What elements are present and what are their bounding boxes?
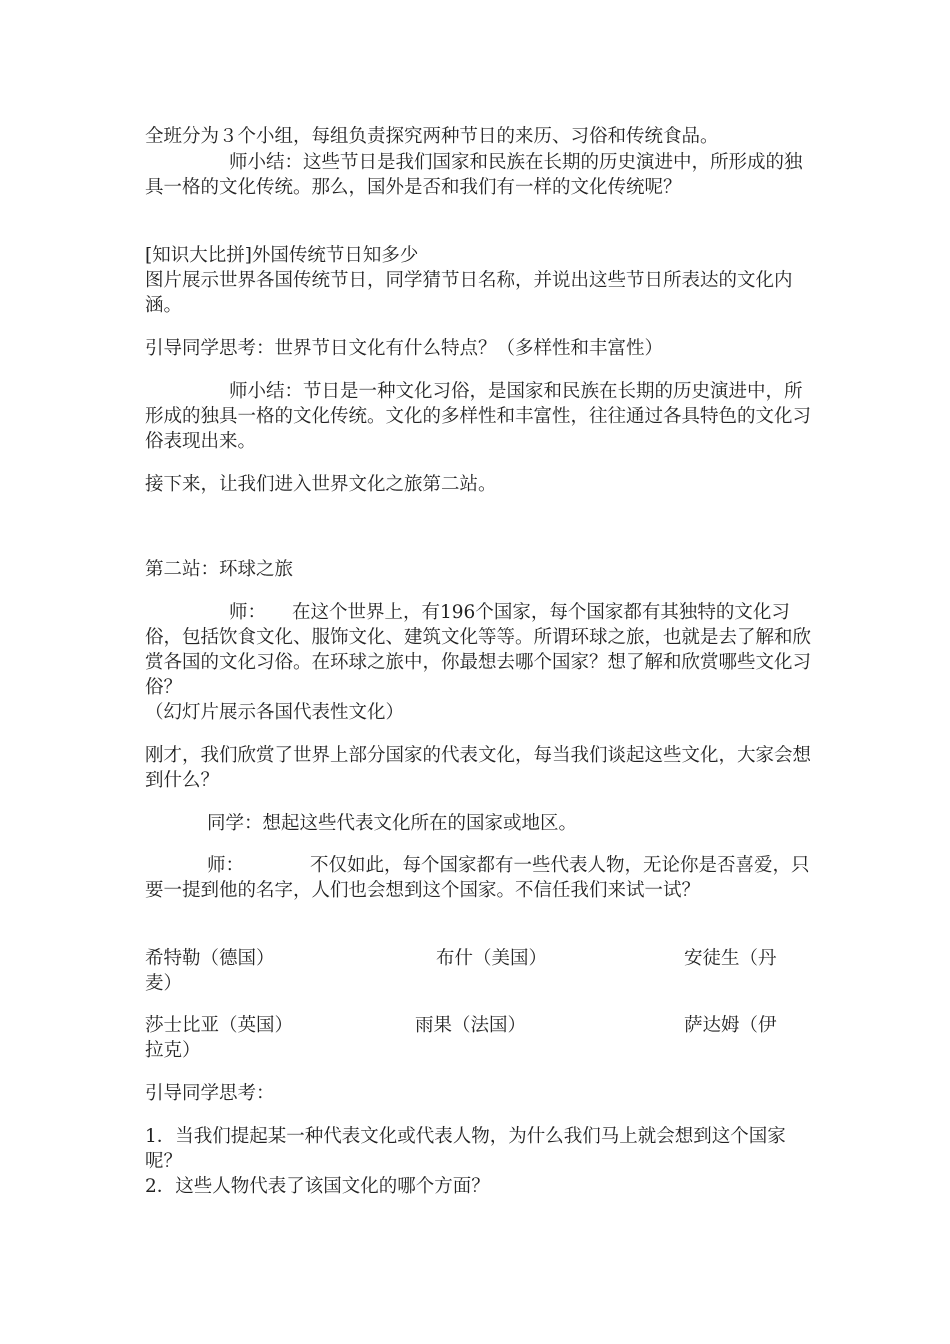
figure-shakespeare: 莎士比亚（英国） bbox=[145, 1015, 294, 1036]
question-2: 2．这些人物代表了该国文化的哪个方面？ bbox=[145, 1176, 490, 1197]
teacher-summary-1: 师小结：这些节日是我们国家和民族在长期的历史演进中，所形成的独具一格的文化传统。那么，国外是否和我们有一样的文化传统呢？ bbox=[145, 152, 803, 198]
figure-andersen: 安徒生（丹 bbox=[684, 948, 777, 969]
question-paragraph: 刚才，我们欣赏了世界上部分国家的代表文化，每当我们谈起这些文化，大家会想到什么？ bbox=[145, 745, 812, 791]
figure-andersen-cont: 麦） bbox=[145, 973, 183, 994]
teacher-followup-paragraph bbox=[145, 853, 815, 903]
station-two-title: 第二站：环球之旅 bbox=[145, 559, 294, 580]
teacher-label-2: 师： bbox=[207, 855, 245, 876]
teacher-intro-paragraph bbox=[145, 600, 815, 700]
quiz-description: 图片展示世界各国传统节日，同学猜节日名称，并说出这些节日所表达的文化内涵。 bbox=[145, 270, 793, 316]
think-prompt-2: 引导同学思考： bbox=[145, 1083, 275, 1104]
teacher-label: 师： bbox=[229, 602, 267, 623]
quiz-title: [知识大比拼]外国传统节日知多少 bbox=[145, 245, 419, 266]
student-answer: 同学：想起这些代表文化所在的国家或地区。 bbox=[207, 813, 578, 834]
question-1: 1．当我们提起某一种代表文化或代表人物，为什么我们马上就会想到这个国家呢？ bbox=[145, 1126, 786, 1172]
next-station-line: 接下来，让我们进入世界文化之旅第二站。 bbox=[145, 474, 497, 495]
teacher-summary-2: 师小结：节日是一种文化习俗，是国家和民族在长期的历史演进中，所形成的独具一格的文化传统。文化的多样性和丰富性，往往通过各具特色的文化习俗表现出来。 bbox=[145, 381, 812, 452]
think-prompt-1: 引导同学思考：世界节日文化有什么特点？（多样性和丰富性） bbox=[145, 338, 664, 359]
teacher-followup-text: 不仅如此，每个国家都有一些代表人物，无论你是否喜爱，只要一提到他的名字，人们也会想到这个国家。不信任我们来试一试？ bbox=[145, 855, 810, 901]
figure-hitler: 希特勒（德国） bbox=[145, 948, 275, 969]
figure-bush: 布什（美国） bbox=[436, 948, 548, 969]
figure-hugo: 雨果（法国） bbox=[415, 1015, 527, 1036]
intro-line: 全班分为３个小组，每组负责探究两种节日的来历、习俗和传统食品。 bbox=[145, 126, 719, 147]
figure-saddam: 萨达姆（伊 bbox=[684, 1015, 777, 1036]
teacher-intro-text: 在这个世界上，有196个国家，每个国家都有其独特的文化习俗，包括饮食文化、服饰文化、建筑文化等等。所谓环球之旅，也就是去了解和欣赏各国的文化习俗。在环球之旅中，你最想去哪个国家？想了解和欣赏哪些文化习俗？ bbox=[145, 602, 812, 698]
slide-note: （幻灯片展示各国代表性文化） bbox=[145, 702, 405, 723]
figure-saddam-cont: 拉克） bbox=[145, 1040, 201, 1061]
